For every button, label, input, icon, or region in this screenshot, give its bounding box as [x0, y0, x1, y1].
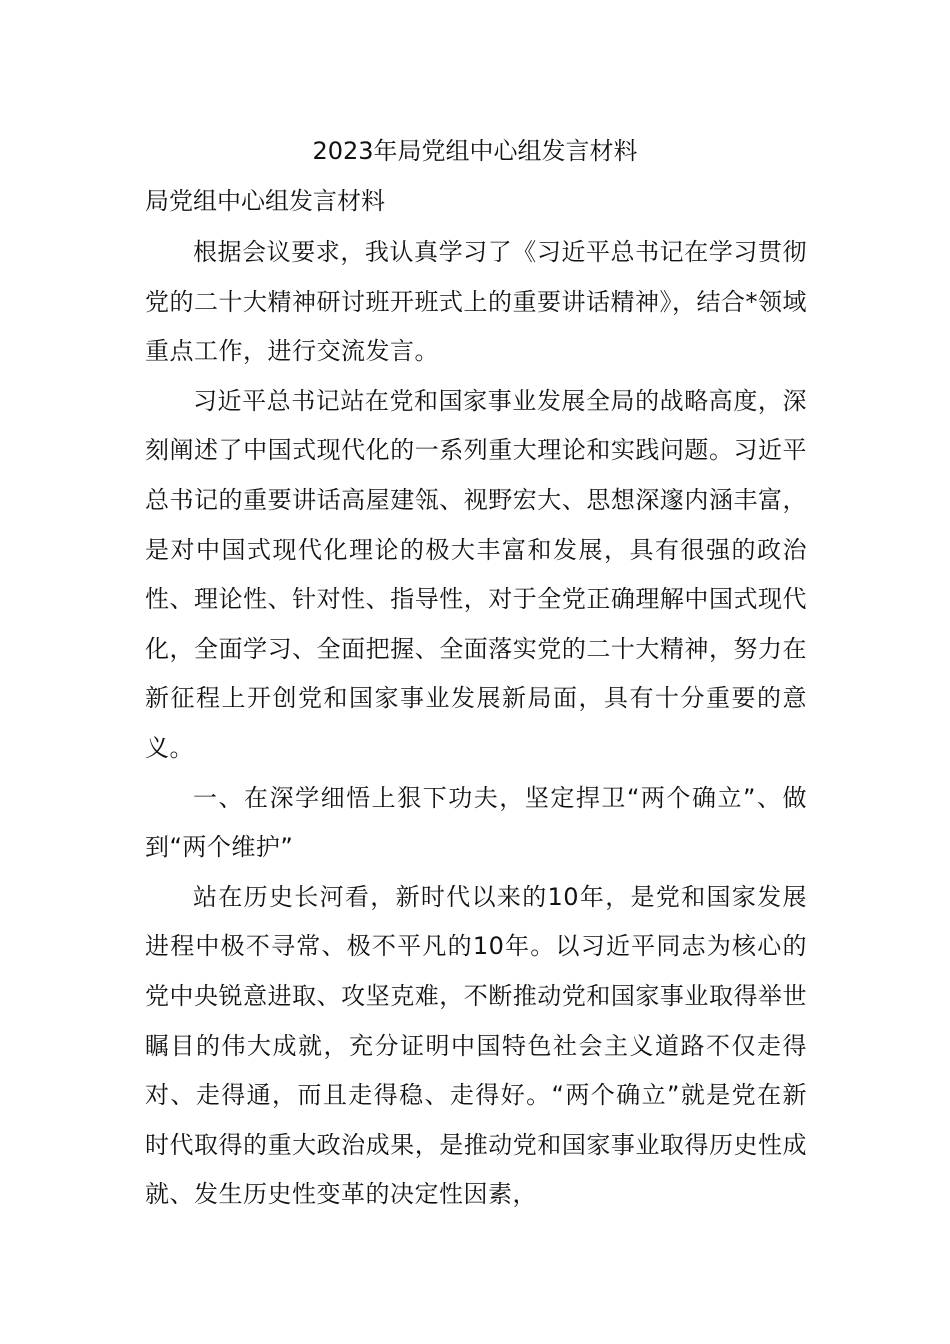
- document-body: [145, 228, 807, 1220]
- paragraph-significance: 习近平总书记站在党和国家事业发展全局的战略高度，深刻阐述了中国式现代化的一系列重大理论和实践问题。习近平总书记的重要讲话高屋建瓴、视野宏大、思想深邃内涵丰富，是对中国式现代化理论的极大丰富和发展，具有很强的政治性、理论性、针对性、指导性，对于全党正确理解中国式现代化，全面学习、全面把握、全面落实党的二十大精神，努力在新征程上开创党和国家事业发展新局面，具有十分重要的意义。: [145, 386, 807, 762]
- paragraph-history: 站在历史长河看，新时代以来的10年，是党和国家发展进程中极不寻常、极不平凡的10年。以习近平同志为核心的党中央锐意进取、攻坚克难，不断推动党和国家事业取得举世瞩目的伟大成就，充分证明中国特色社会主义道路不仅走得对、走得通，而且走得稳、走得好。“两个确立”就是党在新时代取得的重大政治成果，是推动党和国家事业取得历史性成就、发生历史性变革的决定性因素，: [145, 882, 807, 1209]
- document-title: 2023年局党组中心组发言材料: [312, 137, 638, 165]
- section-heading-one: 一、在深学细悟上狠下功夫，坚定捍卫“两个确立”、做到“两个维护”: [145, 783, 807, 862]
- document-subtitle: 局党组中心组发言材料: [145, 187, 385, 215]
- paragraph-intro: 根据会议要求，我认真学习了《习近平总书记在学习贯彻党的二十大精神研讨班开班式上的重要讲话精神》，结合*领域重点工作，进行交流发言。: [145, 238, 807, 366]
